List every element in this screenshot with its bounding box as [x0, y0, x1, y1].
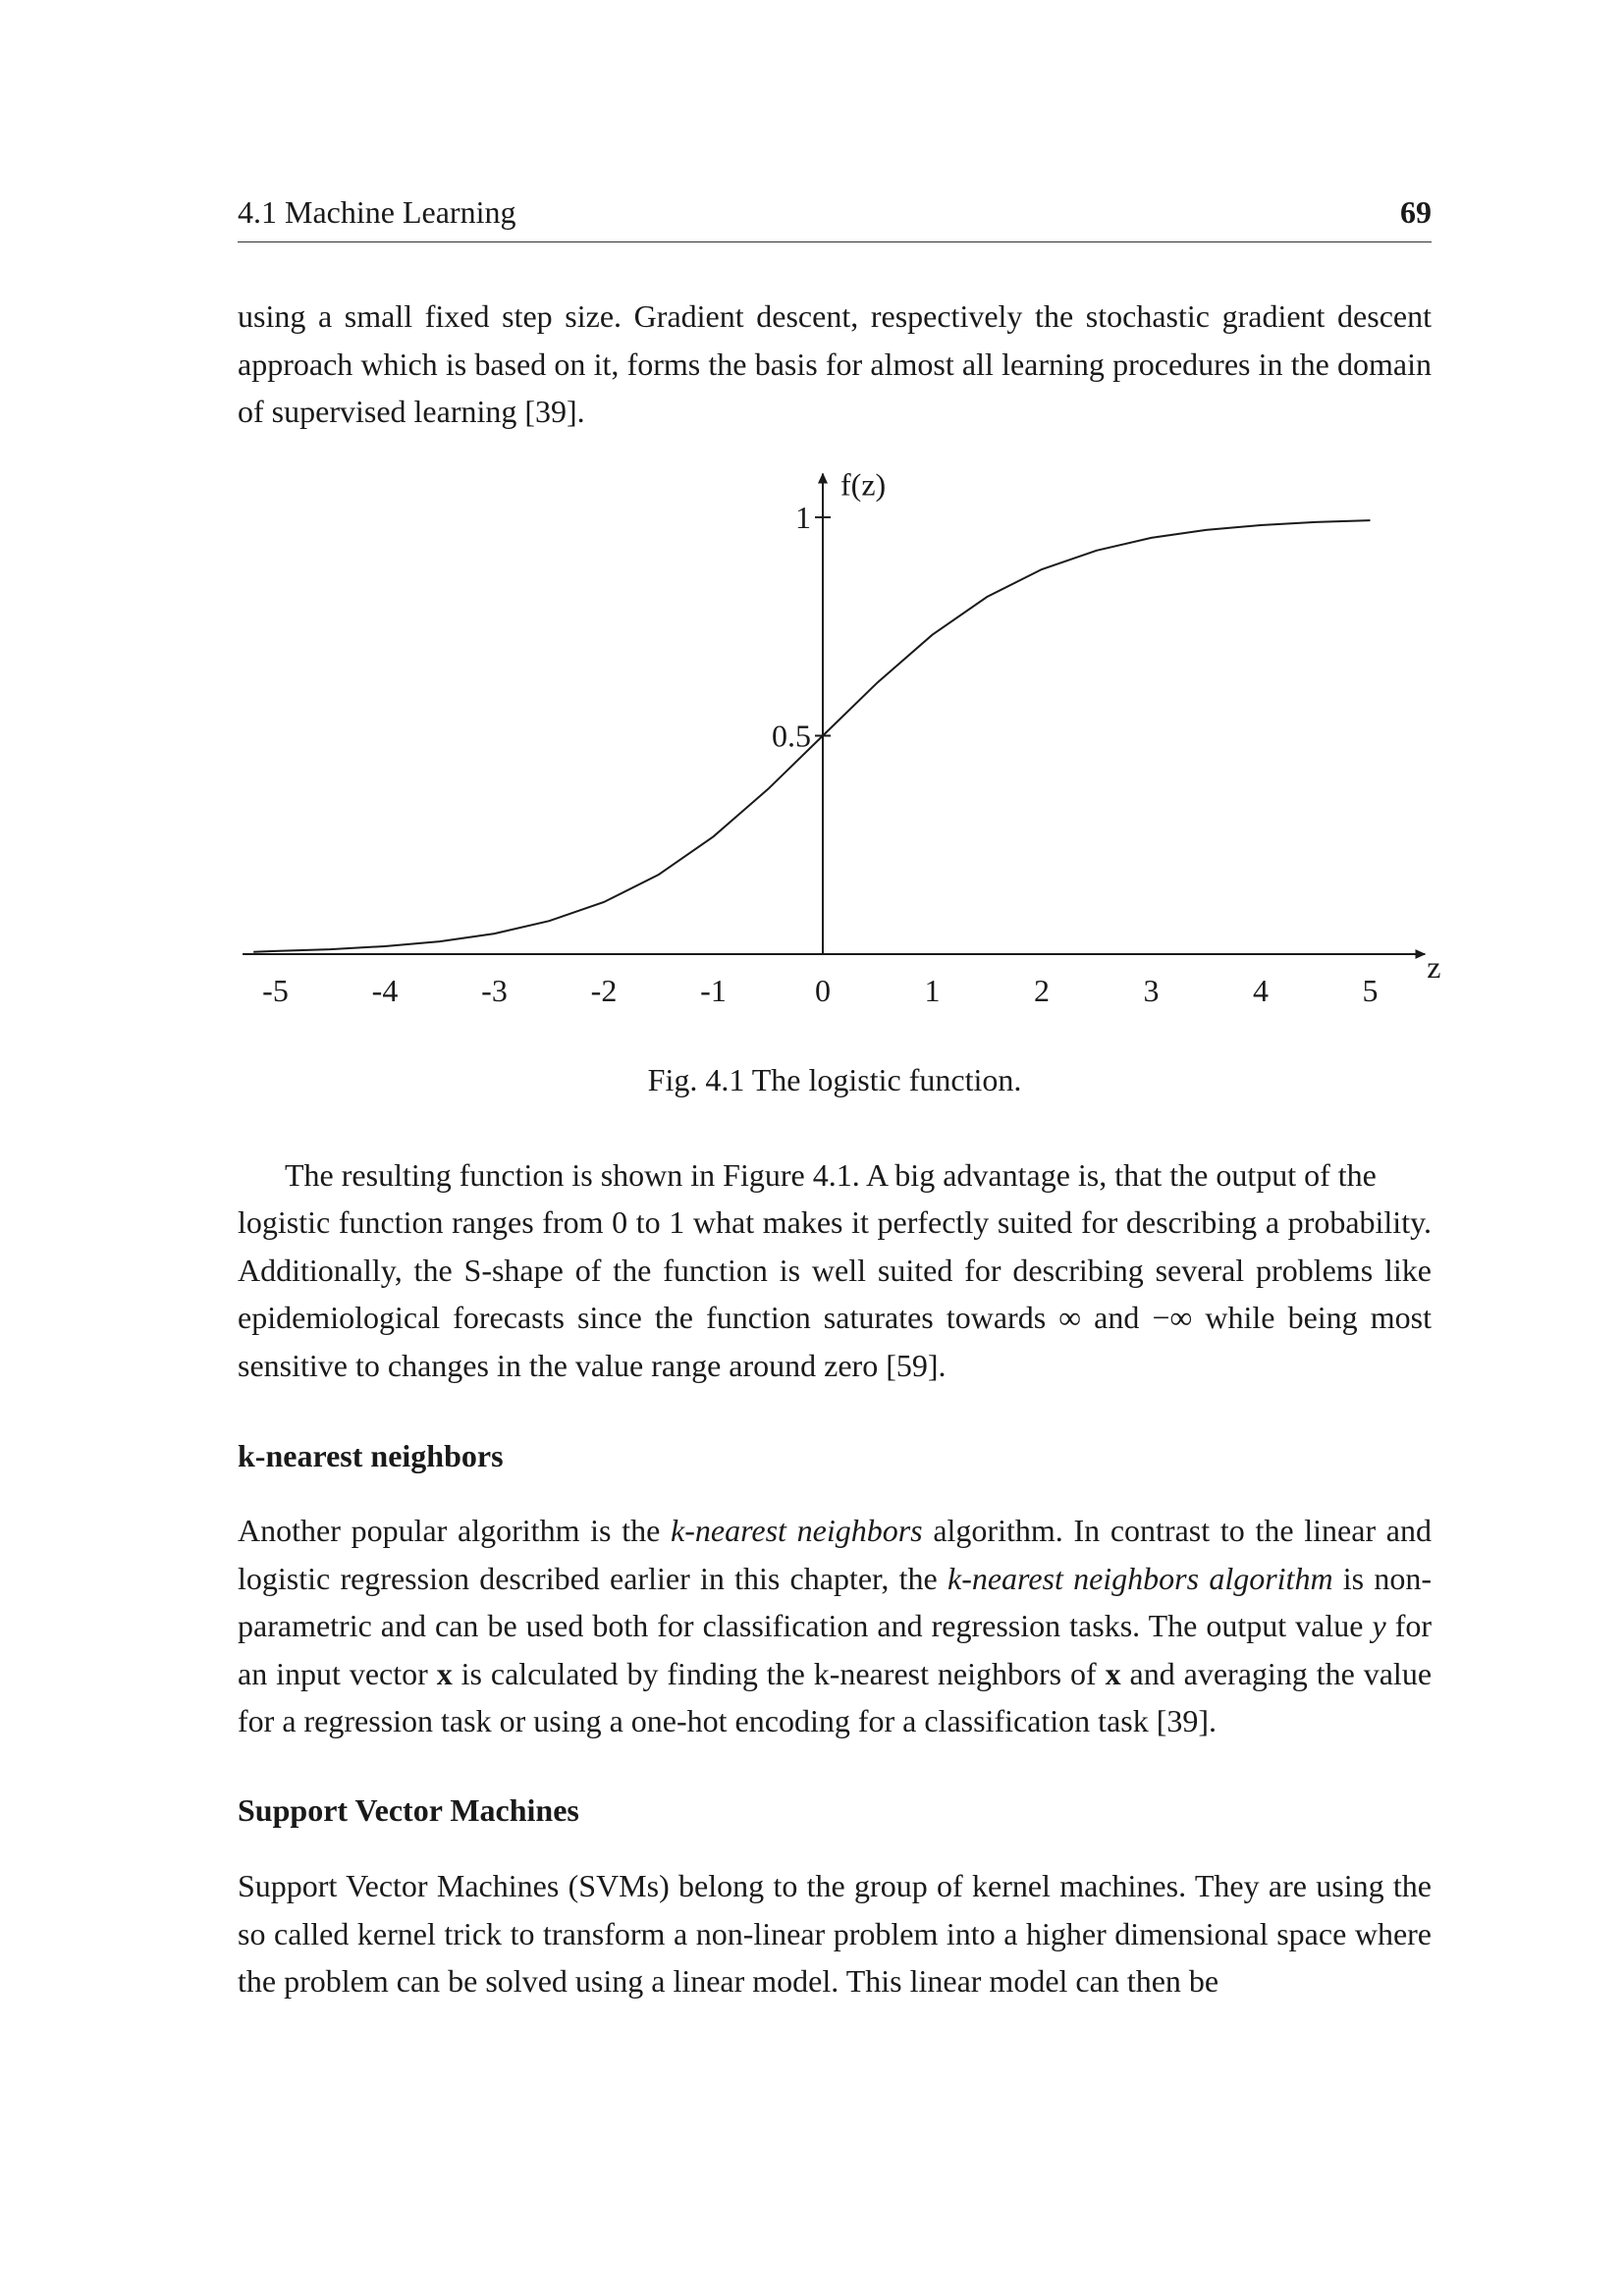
- y-axis-label: f(z): [840, 466, 887, 503]
- y-tick-label: 1: [795, 500, 811, 535]
- x-tick-label: -4: [371, 973, 399, 1008]
- x-tick-label: -3: [481, 973, 508, 1008]
- figure-caption: Fig. 4.1 The logistic function.: [647, 1062, 1022, 1097]
- y-tick-label: 0.5: [772, 718, 811, 754]
- x-tick-label: 2: [1034, 973, 1050, 1008]
- knn-heading: k-nearest neighbors: [238, 1438, 504, 1473]
- result-line-1: The resulting function is shown in Figure 4.1. A big advantage is, that the output of the: [285, 1157, 1377, 1193]
- variable-y: y: [1372, 1608, 1386, 1643]
- x-axis-label: z: [1427, 949, 1441, 985]
- result-line-3: Additionally, the S-shape of the function is well suited for describing several problems like: [238, 1253, 1432, 1288]
- x-tick-label: -1: [700, 973, 727, 1008]
- knn-algorithm-term: k-nearest neighbors algorithm: [947, 1560, 1333, 1596]
- svm-paragraph: Support Vector Machines (SVMs) belong to the group of kernel machines. They are using the so called kernel trick to transform a non-linear problem into a higher dimensional space where the problem can be solved using a linear model. This linear model can then be: [238, 1868, 1432, 1999]
- header-section-title: 4.1 Machine Learning: [238, 194, 516, 230]
- x-tick-label: 0: [815, 973, 831, 1008]
- intro-paragraph: using a small fixed step size. Gradient descent, respectively the stochastic gradient descent approach which is based on it, forms the basis for almost all learning procedures in the domain of supervised learning [39].: [238, 298, 1432, 429]
- vector-x: x: [1105, 1655, 1121, 1691]
- header-page-number: 69: [1400, 194, 1432, 230]
- svm-heading: Support Vector Machines: [238, 1792, 579, 1828]
- knn-paragraph: Another popular algorithm is the k-nearest neighbors algorithm. In contrast to the linear and logistic regression described earlier in this chapter, the k-nearest neighbors algorithm is non-parametric and can be used both for classification and regression tasks. The output value y for an input vector x is calculated by finding the k-nearest neighbors of x and averaging the value for a regression task or using a one-hot encoding for a classification task [39].: [238, 1513, 1433, 1738]
- logistic-function-figure: [238, 461, 1441, 1031]
- vector-x: x: [436, 1655, 453, 1691]
- result-line-4: epidemiological forecasts since the function saturates towards ∞ and −∞ while being most: [238, 1300, 1432, 1335]
- x-tick-label: -5: [262, 973, 289, 1008]
- x-tick-label: 5: [1362, 973, 1379, 1008]
- running-header: [238, 194, 1432, 242]
- x-tick-label: 4: [1253, 973, 1269, 1008]
- logistic-curve: [253, 520, 1370, 952]
- knn-term: k-nearest neighbors: [671, 1513, 923, 1548]
- result-line-2: logistic function ranges from 0 to 1 what makes it perfectly suited for describing a probability.: [238, 1204, 1432, 1240]
- x-tick-label: -2: [590, 973, 618, 1008]
- x-tick-label: 1: [924, 973, 941, 1008]
- result-line-5: sensitive to changes in the value range around zero [59].: [238, 1348, 947, 1383]
- x-tick-label: 3: [1143, 973, 1160, 1008]
- logistic-chart: [238, 461, 1441, 1031]
